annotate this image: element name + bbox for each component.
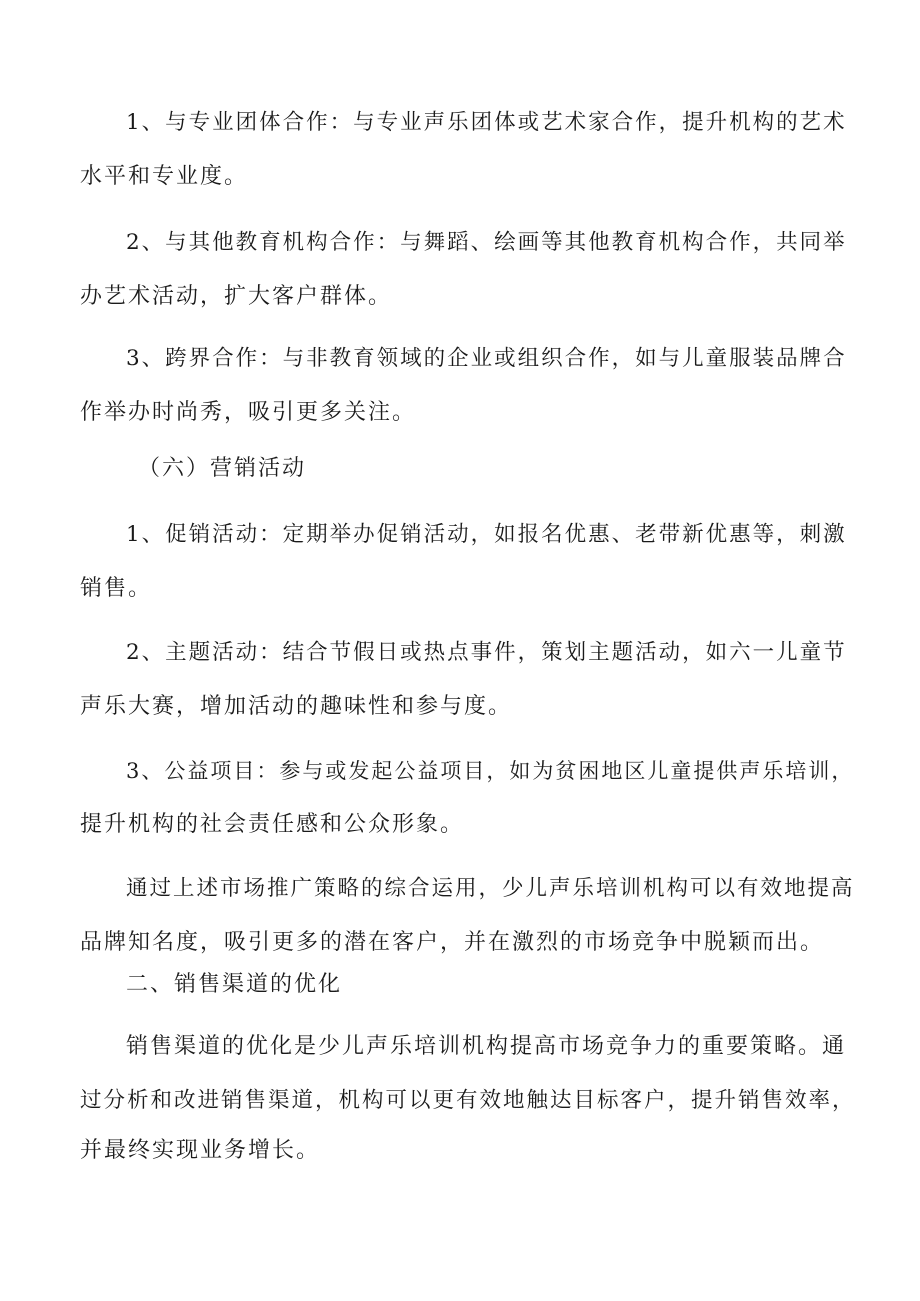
marketing-item-3-line-1: 3、公益项目：参与或发起公益项目，如为贫困地区儿童提供声乐培训， xyxy=(126,759,855,783)
coop-item-2-line-1: 2、与其他教育机构合作：与舞蹈、绘画等其他教育机构合作，共同举 xyxy=(126,230,847,255)
channels-line-2: 过分析和改进销售渠道，机构可以更有效地触达目标客户，提升销售效率， xyxy=(80,1088,856,1113)
marketing-item-2-line-2: 声乐大赛，增加活动的趣味性和参与度。 xyxy=(80,694,513,719)
marketing-item-1-line-1: 1、促销活动：定期举办促销活动，如报名优惠、老带新优惠等，刺激 xyxy=(126,522,847,547)
channels-line-1: 销售渠道的优化是少儿声乐培训机构提高市场竞争力的重要策略。通 xyxy=(126,1034,847,1059)
coop-item-1-line-1: 1、与专业团体合作：与专业声乐团体或艺术家合作，提升机构的艺术 xyxy=(126,110,847,135)
marketing-heading: （六）营销活动 xyxy=(138,456,307,481)
marketing-item-2-line-1: 2、主题活动：结合节假日或热点事件，策划主题活动，如六一儿童节 xyxy=(126,640,847,665)
coop-item-3-line-2: 作举办时尚秀，吸引更多关注。 xyxy=(80,400,417,425)
coop-item-3-line-1: 3、跨界合作：与非教育领域的企业或组织合作，如与儿童服装品牌合 xyxy=(126,346,847,371)
channels-line-3: 并最终实现业务增长。 xyxy=(80,1138,321,1163)
marketing-item-3-line-2: 提升机构的社会责任感和公众形象。 xyxy=(80,812,465,837)
channels-heading: 二、销售渠道的优化 xyxy=(126,972,343,997)
coop-item-2-line-2: 办艺术活动，扩大客户群体。 xyxy=(80,284,393,309)
summary-line-1: 通过上述市场推广策略的综合运用，少儿声乐培训机构可以有效地提高 xyxy=(126,876,855,901)
summary-line-2: 品牌知名度，吸引更多的潜在客户，并在激烈的市场竞争中脱颖而出。 xyxy=(80,930,825,955)
coop-item-1-line-2: 水平和专业度。 xyxy=(80,164,249,189)
marketing-item-1-line-2: 销售。 xyxy=(80,576,153,601)
